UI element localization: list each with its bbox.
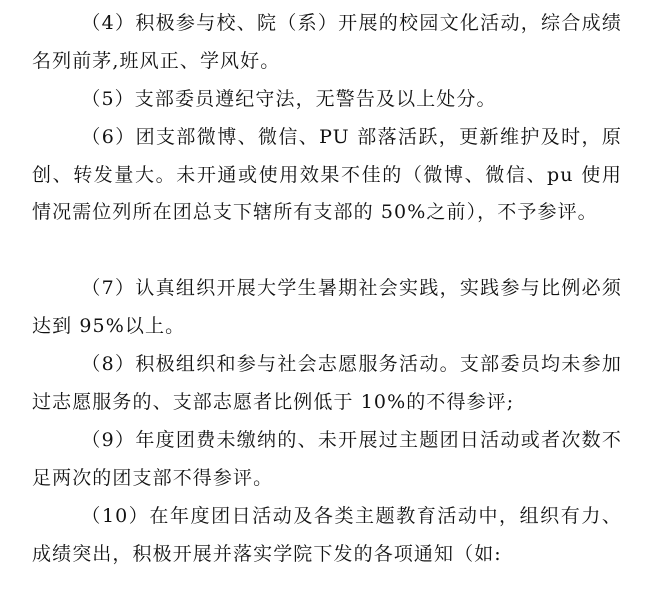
paragraph-item-8: （8）积极组织和参与社会志愿服务活动。支部委员均未参加过志愿服务的、支部志愿者比例低于 10%的不得参评; xyxy=(32,353,622,413)
paragraph-item-4: （4）积极参与校、院（系）开展的校园文化活动，综合成绩名列前茅,班风正、学风好。 xyxy=(32,12,622,72)
paragraph-item-6: （6）团支部微博、微信、PU 部落活跃，更新维护及时，原创、转发量大。未开通或使用效果不佳的（微博、微信、pu 使用情况需位列所在团总支下辖所有支部的 50%之前），不予参评。 xyxy=(32,126,622,224)
paragraph-item-7: （7）认真组织开展大学生暑期社会实践，实践参与比例必须达到 95%以上。 xyxy=(32,277,622,337)
paragraph-item-5: （5）支部委员遵纪守法，无警告及以上处分。 xyxy=(81,88,497,110)
paragraph-item-10: （10）在年度团日活动及各类主题教育活动中，组织有力、成绩突出，积极开展并落实学院下发的各项通知（如: xyxy=(32,505,622,565)
paragraph-item-9: （9）年度团费未缴纳的、未开展过主题团日活动或者次数不足两次的团支部不得参评。 xyxy=(32,429,622,489)
